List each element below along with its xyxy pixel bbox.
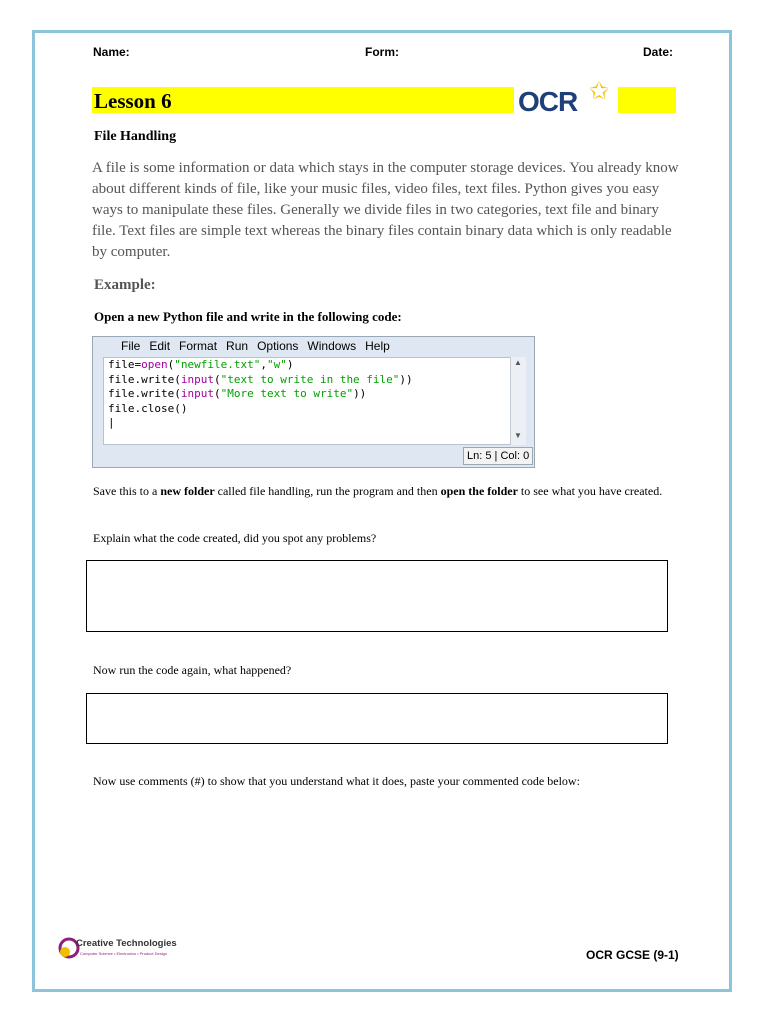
section-title: File Handling bbox=[94, 129, 177, 144]
code-text: ( bbox=[167, 358, 175, 371]
code-text: ( bbox=[213, 372, 221, 386]
save-bold-1: new folder bbox=[160, 484, 215, 498]
code-line bbox=[108, 373, 522, 388]
code-text: )) bbox=[399, 372, 413, 386]
code-text: file.write( bbox=[108, 387, 181, 400]
code-text: file.close() bbox=[108, 401, 188, 415]
intro-paragraph: A file is some information or data which stays in the computer storage devices. You already know about different kinds of file, like your music files, video files, text files. Python gives you easy ways to manipulate these files. Generally we divide files in two categories, text file and binary file. Text files are simple text whereas the binary files contain binary data which is only readable by computer. bbox=[92, 160, 679, 260]
code-text: file.write( bbox=[108, 372, 181, 386]
answer-box-1[interactable] bbox=[86, 560, 668, 632]
date-label: Date: bbox=[643, 45, 674, 59]
example-label: Example: bbox=[94, 277, 156, 293]
code-keyword: input bbox=[180, 387, 214, 400]
code-text: | bbox=[108, 416, 115, 429]
question-3: Now use comments (#) to show that you understand what it does, paste your commented code below: bbox=[93, 774, 580, 788]
code-keyword: open bbox=[141, 358, 168, 371]
lesson-title: Lesson 6 bbox=[94, 89, 172, 113]
status-col: Col: 0 bbox=[500, 450, 530, 462]
editor-menubar bbox=[93, 337, 534, 355]
instruction-text: Open a new Python file and write in the following code: bbox=[94, 309, 402, 324]
code-text: ( bbox=[213, 387, 221, 400]
menu-file: File bbox=[121, 339, 141, 353]
code-line bbox=[108, 387, 522, 402]
save-text-1: Save this to a bbox=[93, 484, 161, 498]
code-keyword: input bbox=[180, 372, 214, 386]
status-line: Ln: 5 bbox=[467, 450, 492, 462]
save-text-2: called file handling, run the program and then bbox=[214, 484, 441, 498]
code-line bbox=[108, 358, 522, 373]
save-text-3: to see what you have created. bbox=[517, 484, 663, 498]
footer-tagline: Computer Science • Electronics • Product Design bbox=[80, 951, 168, 956]
menu-help: Help bbox=[365, 339, 390, 353]
menu-edit: Edit bbox=[149, 339, 171, 353]
code-string: "More text to write" bbox=[220, 387, 354, 400]
creative-technologies-logo bbox=[58, 934, 188, 964]
editor-scrollbar bbox=[510, 357, 526, 445]
save-instructions bbox=[93, 483, 683, 500]
scroll-down-icon: ▼ bbox=[514, 431, 522, 440]
ocr-logo-text: OCR bbox=[518, 86, 578, 117]
menu-format: Format bbox=[179, 339, 218, 353]
code-area bbox=[103, 357, 523, 445]
form-label: Form: bbox=[365, 45, 399, 59]
code-string: "text to write in the file" bbox=[220, 372, 400, 386]
code-string: "w" bbox=[266, 358, 287, 371]
menu-options: Options bbox=[257, 339, 299, 353]
code-string: "newfile.txt" bbox=[174, 358, 261, 371]
name-label: Name: bbox=[93, 45, 130, 59]
code-text: ) bbox=[286, 358, 294, 371]
question-2: Now run the code again, what happened? bbox=[93, 663, 292, 677]
answer-box-2[interactable] bbox=[86, 693, 668, 744]
footer-course: OCR GCSE (9-1) bbox=[586, 948, 679, 962]
code-line bbox=[108, 416, 522, 431]
code-line bbox=[108, 402, 522, 417]
star-icon: ✩ bbox=[589, 79, 610, 105]
menu-run: Run bbox=[226, 339, 249, 353]
question-1: Explain what the code created, did you spot any problems? bbox=[93, 531, 377, 545]
code-text: file= bbox=[108, 358, 142, 371]
scroll-up-icon: ▲ bbox=[514, 358, 522, 367]
python-editor-screenshot bbox=[92, 336, 535, 468]
save-bold-2: open the folder bbox=[440, 484, 518, 498]
code-text: )) bbox=[353, 387, 367, 400]
editor-status: Ln: 5 | Col: 0 bbox=[463, 447, 533, 465]
menu-windows: Windows bbox=[307, 339, 357, 353]
code-text: , bbox=[260, 358, 267, 371]
footer-brand: Creative Technologies bbox=[76, 938, 177, 949]
